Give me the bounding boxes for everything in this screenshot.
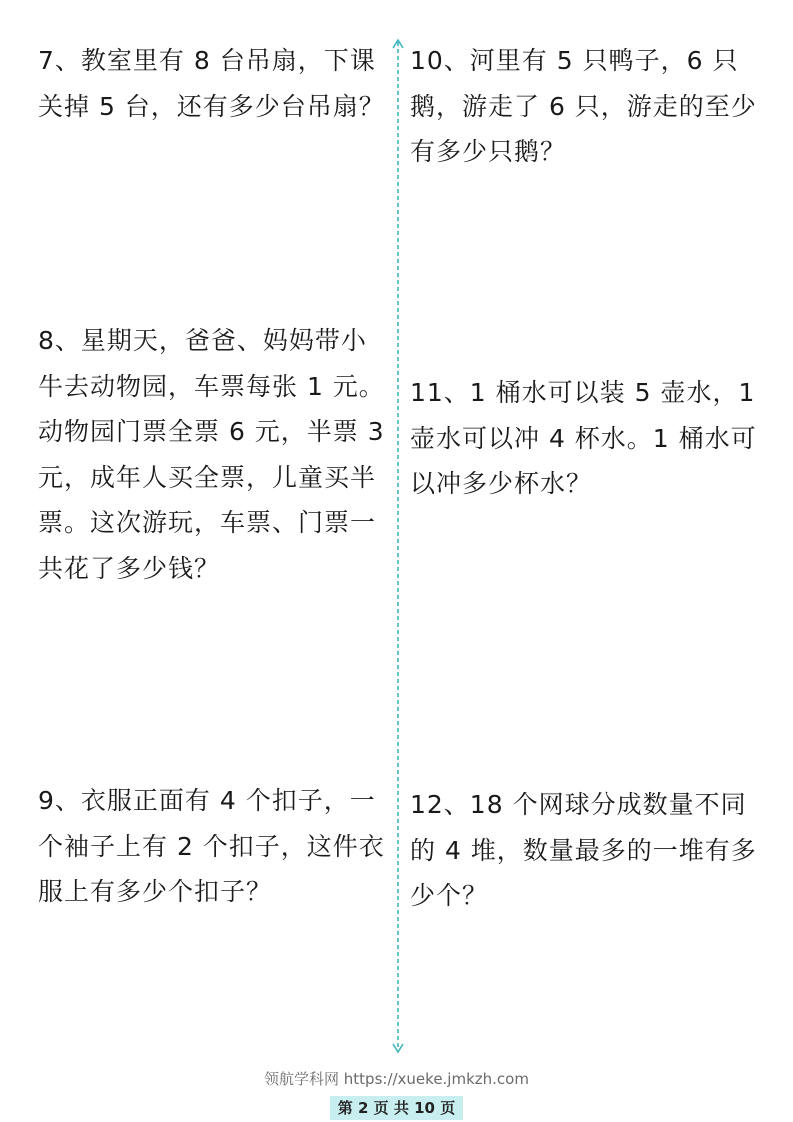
question-8: 8、星期天，爸爸、妈妈带小牛去动物园，车票每张 1 元。动物园门票全票 6 元，半票 3 元，成年人买全票，儿童买半票。这次游玩，车票、门票一共花了多少钱？ bbox=[38, 326, 385, 583]
question-10: 10、河里有 5 只鸭子，6 只鹅，游走了 6 只，游走的至少有多少只鹅？ bbox=[410, 46, 757, 166]
question-11: 11、1 桶水可以装 5 壶水，1 壶水可以冲 4 杯水。1 桶水可以冲多少杯水？ bbox=[410, 378, 757, 498]
question-7: 7、教室里有 8 台吊扇，下课关掉 5 台，还有多少台吊扇？ bbox=[38, 46, 385, 121]
question-9: 9、衣服正面有 4 个扣子，一个袖子上有 2 个扣子，这件衣服上有多少个扣子？ bbox=[38, 786, 385, 906]
footer-source-text: 领航学科网 https://xueke.jmkzh.com bbox=[264, 1070, 529, 1088]
page-number-badge: 第 2 页 共 10 页 bbox=[330, 1096, 463, 1120]
question-12: 12、18 个网球分成数量不同的 4 堆，数量最多的一堆有多少个？ bbox=[410, 790, 757, 910]
column-divider-arrow bbox=[391, 38, 405, 1054]
